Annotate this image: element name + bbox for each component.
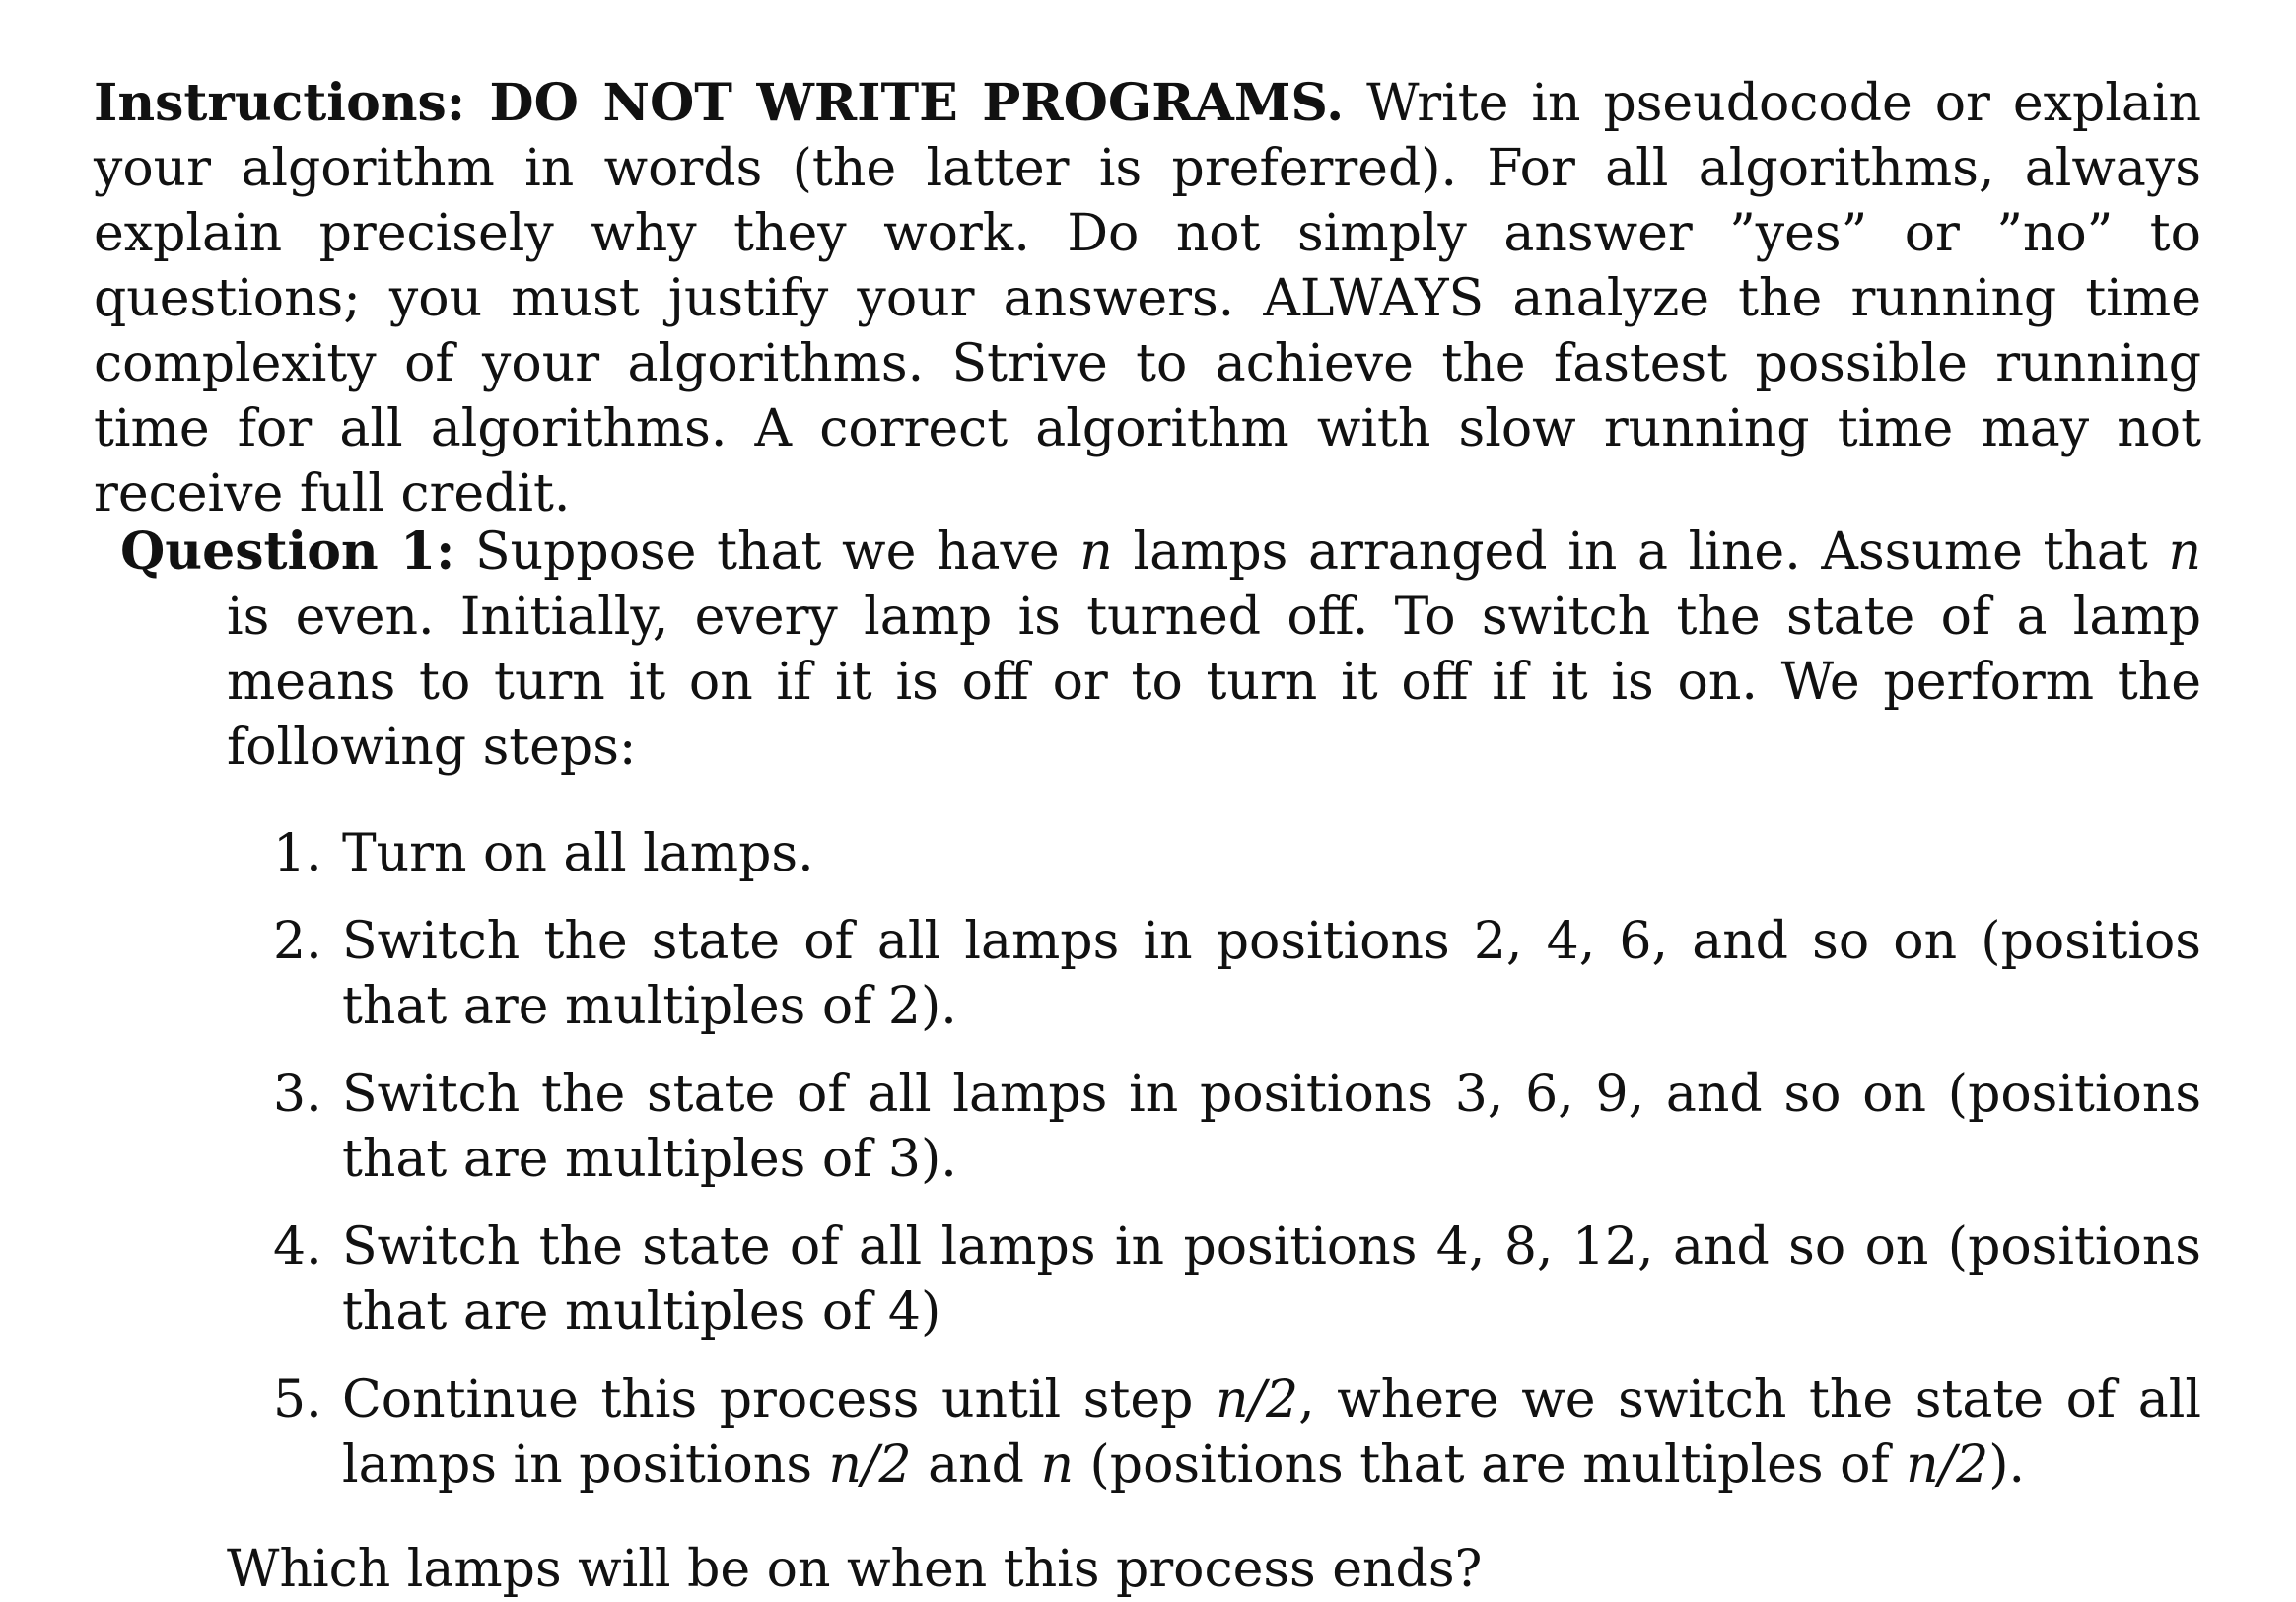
step-number: 3. [273, 1065, 322, 1124]
instructions-paragraph [94, 71, 2201, 526]
question-intro-c: is even. Initially, every lamp is turned off. To switch the state of a lamp means to turn it on if it is off or to turn it off if it is on. We perform the following steps: [227, 588, 2201, 777]
step5-c: and [911, 1435, 1041, 1495]
var-n: n [1079, 522, 1113, 582]
step-text: Switch the state of all lamps in positions 3, 6, 9, and so on (positions that are multiples of 3). [342, 1065, 2201, 1189]
var-n: n [1040, 1435, 1074, 1495]
step-text: Turn on all lamps. [342, 824, 814, 883]
question-label: Question 1: [120, 522, 455, 582]
question-intro-a: Suppose that we have [454, 522, 1080, 582]
step-number: 2. [273, 912, 322, 971]
step5-e: ). [1988, 1435, 2026, 1495]
question-1 [120, 520, 2201, 1602]
var-n-half: n/2 [828, 1435, 912, 1495]
step5-b: , where we switch the state of all lamps in positions [342, 1370, 2201, 1495]
var-n-half: n/2 [1216, 1370, 1299, 1429]
list-item [120, 909, 2201, 1039]
list-item [120, 1215, 2201, 1345]
step5-d: (positions that are multiples of [1073, 1435, 1907, 1495]
list-item [120, 1062, 2201, 1192]
step-text: Switch the state of all lamps in positions 4, 8, 12, and so on (positions that are multiples of 4) [342, 1218, 2201, 1342]
question-intro-b: lamps arranged in a line. Assume that [1112, 522, 2169, 582]
var-n: n [2168, 522, 2201, 582]
instructions-heading: Instructions: DO NOT WRITE PROGRAMS. [94, 73, 1345, 133]
step-number: 1. [273, 824, 322, 883]
list-item [120, 1367, 2201, 1498]
step-number: 4. [273, 1218, 322, 1277]
var-n-half: n/2 [1906, 1435, 1989, 1495]
step-text: Switch the state of all lamps in positions 2, 4, 6, and so on (positios that are multiples of 2). [342, 912, 2201, 1036]
step5-a: Continue this process until step [342, 1370, 1217, 1429]
question-intro [120, 520, 2201, 780]
final-question: Which lamps will be on when this process ends? [227, 1540, 1483, 1599]
steps-list [120, 821, 2201, 1498]
list-item [120, 821, 2201, 886]
instructions-text: Write in pseudocode or explain your algorithm in words (the latter is preferred). For all algorithms, always explain precisely why they work. Do not simply answer ”yes” or ”no” to questions; you must justify your answers. ALWAYS analyze the running time complexity of your algorithms. Strive to achieve the fastest possible running time for all algorithms. A correct algorithm with slow running time may not receive full credit. [94, 74, 2201, 523]
step-number: 5. [273, 1370, 322, 1429]
